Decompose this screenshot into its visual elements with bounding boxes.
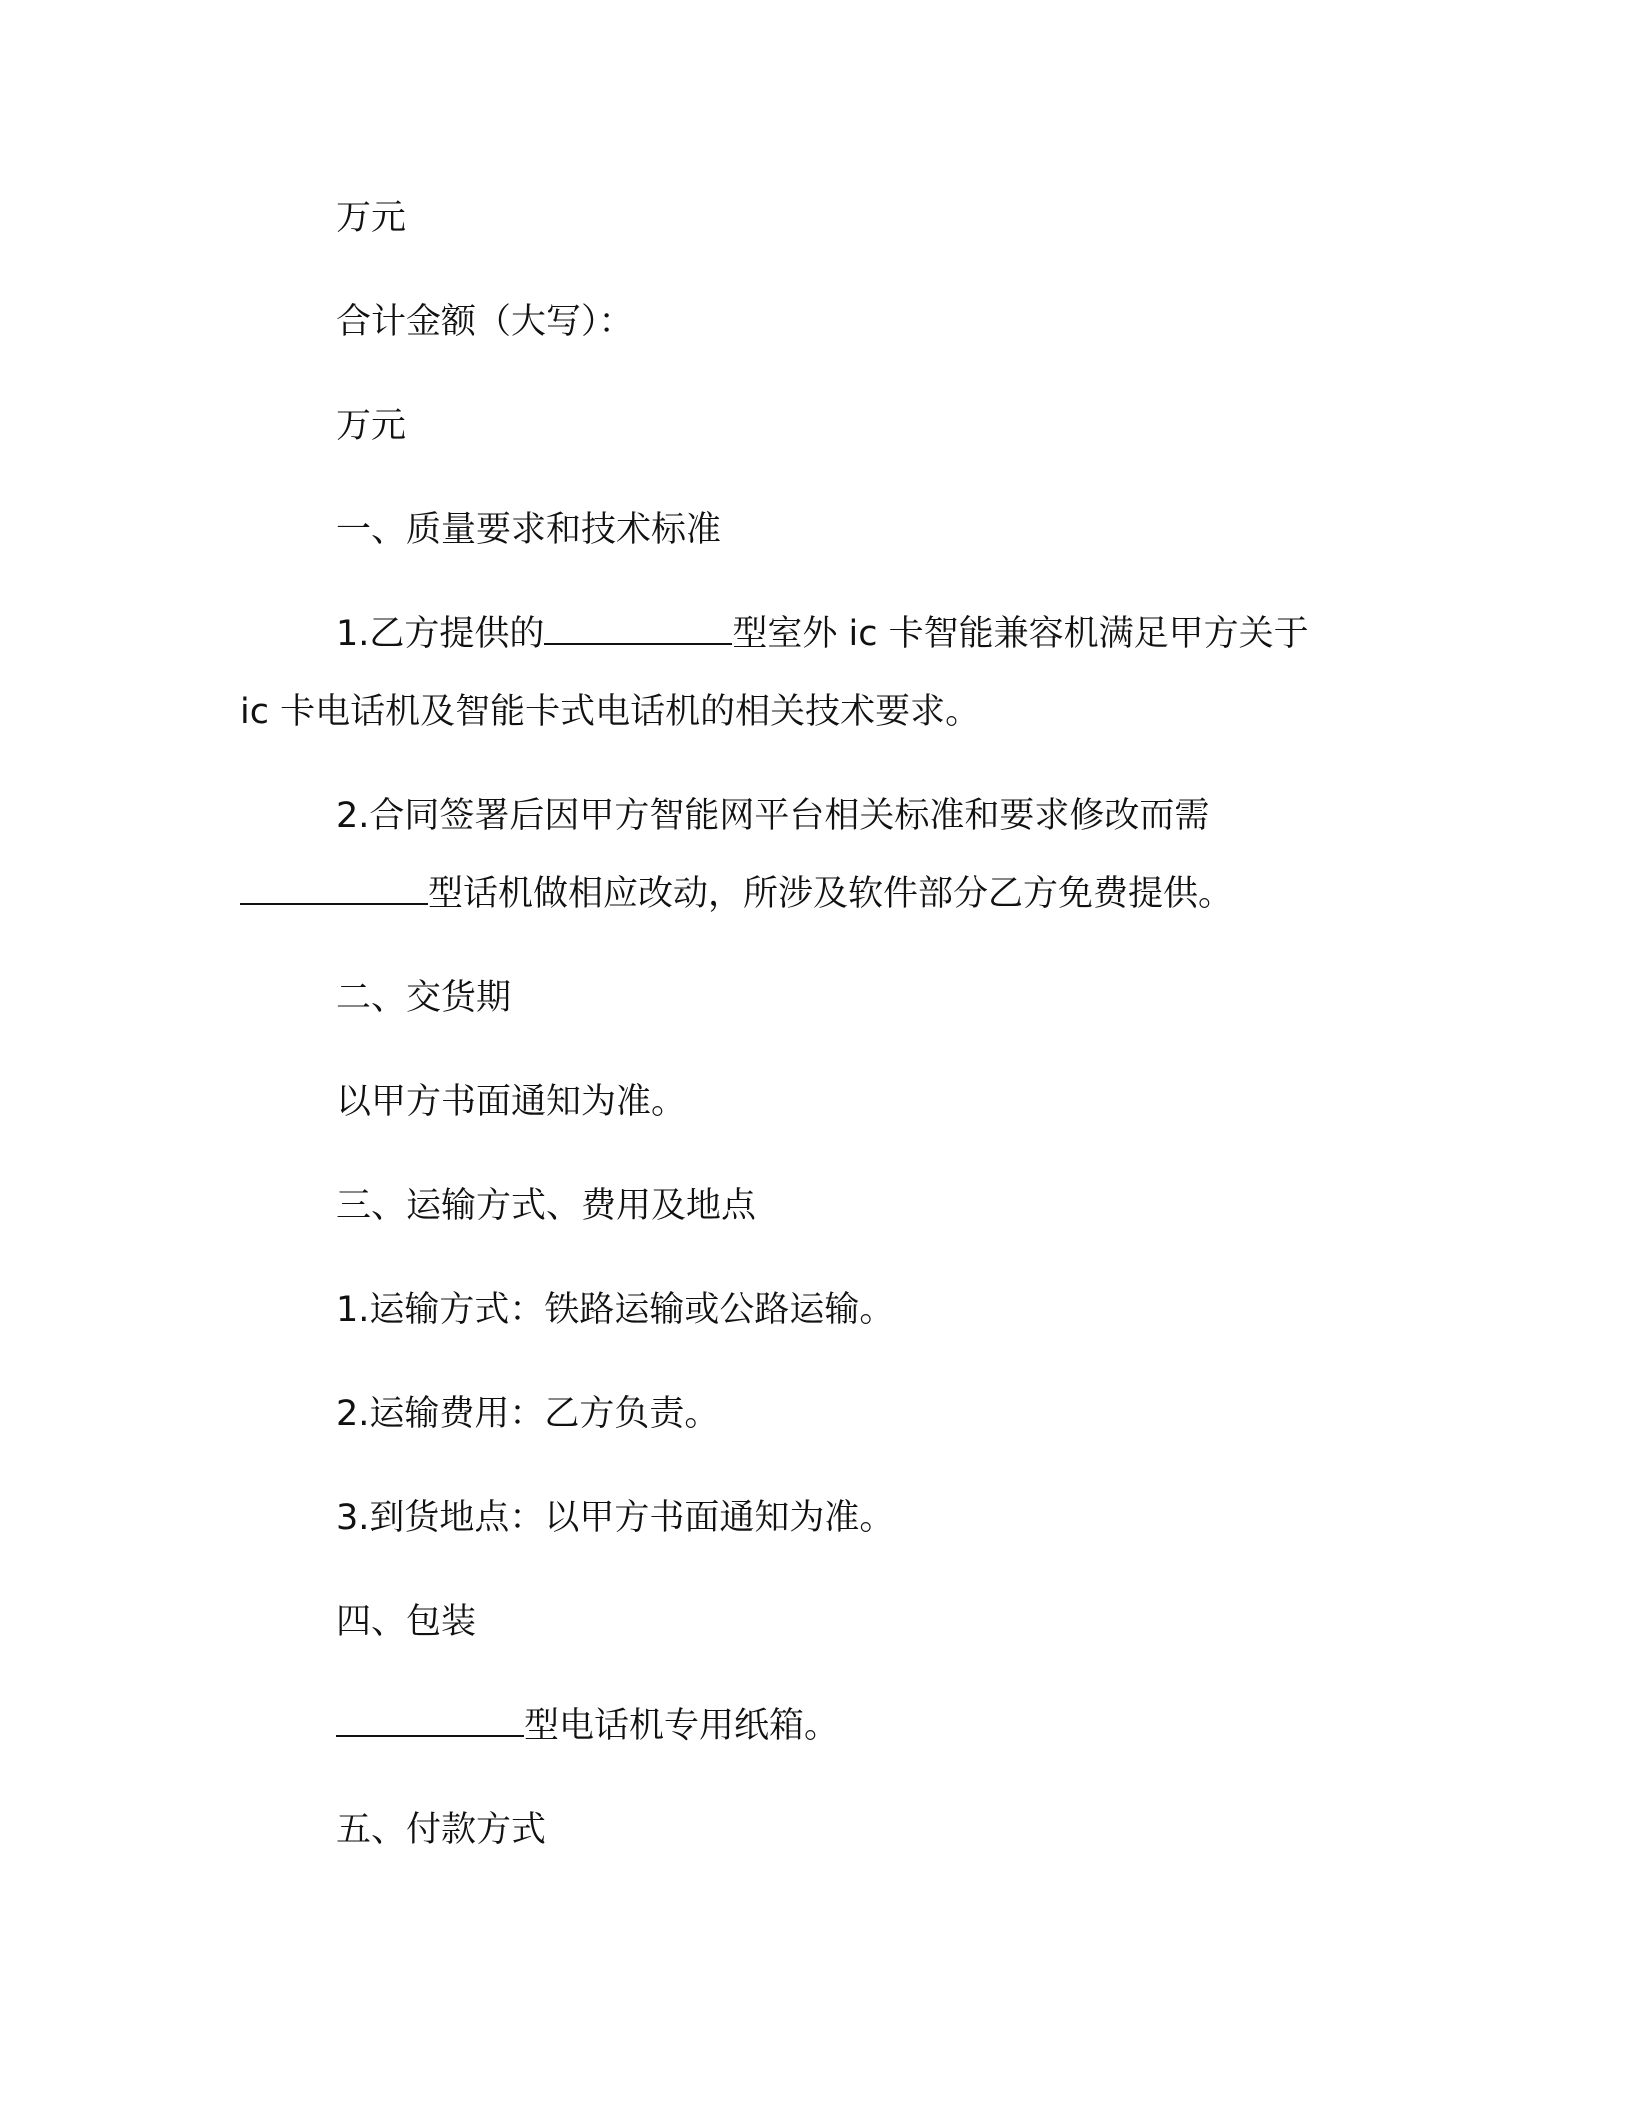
text-segment: 型室外 ic 卡智能兼容机满足甲方关于: [732, 614, 1309, 654]
paragraph-line-quality-2: 2.合同签署后因甲方智能网平台相关标准和要求修改而需: [336, 796, 1210, 836]
fill-in-blank: [336, 1701, 524, 1737]
text-line-wan-yuan-2: 万元: [336, 406, 407, 446]
text-line-transport-cost: 2.运输费用：乙方负责。: [336, 1394, 720, 1434]
section-heading-quality: 一、质量要求和技术标准: [336, 510, 722, 550]
paragraph-line-quality-1: [336, 608, 1392, 660]
text-line-transport-method: 1.运输方式：铁路运输或公路运输。: [336, 1290, 895, 1330]
paragraph-line-quality-2-cont: [240, 868, 1392, 920]
text-segment: 型话机做相应改动，所涉及软件部分乙方免费提供。: [428, 874, 1234, 914]
fill-in-blank: [240, 869, 428, 905]
section-heading-payment: 五、付款方式: [336, 1810, 547, 1850]
fill-in-blank: [544, 609, 732, 645]
text-segment: 1.乙方提供的: [336, 614, 545, 654]
text-line-wan-yuan-1: 万元: [336, 198, 407, 238]
paragraph-line-quality-1-cont: ic 卡电话机及智能卡式电话机的相关技术要求。: [240, 692, 981, 732]
text-line-delivery-place: 3.到货地点：以甲方书面通知为准。: [336, 1498, 895, 1538]
text-line-packaging: [336, 1700, 1392, 1752]
section-heading-delivery: 二、交货期: [336, 978, 512, 1018]
text-segment: 型电话机专用纸箱。: [524, 1706, 840, 1746]
text-line-total-amount: 合计金额（大写）：: [336, 302, 634, 342]
text-line-delivery: 以甲方书面通知为准。: [336, 1082, 687, 1122]
section-heading-transport: 三、运输方式、费用及地点: [336, 1186, 757, 1226]
section-heading-packaging: 四、包装: [336, 1602, 477, 1642]
